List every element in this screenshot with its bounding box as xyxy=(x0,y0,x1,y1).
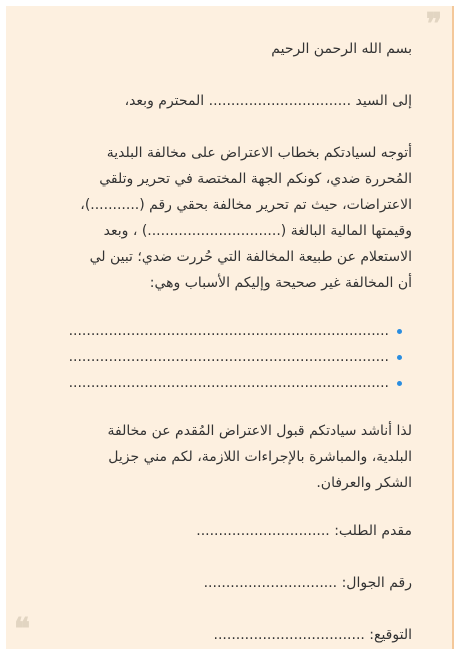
closing-line: البلدية، والمباشرة بالإجراءات اللازمة، لكم مني جزيل xyxy=(108,449,412,465)
bullet-icon xyxy=(397,381,402,386)
address-line: إلى السيد ................................ المحترم وبعد، xyxy=(124,93,412,109)
basmala: بسم الله الرحمن الرحيم xyxy=(271,41,412,57)
letter-body xyxy=(17,140,412,296)
reasons-list xyxy=(17,318,402,396)
reason-item: ........................................................................ xyxy=(17,318,402,344)
closing-line: لذا أناشد سيادتكم قبول الاعتراض المُقدم عن مخالفة xyxy=(107,423,412,439)
close-quote-icon: ❝ xyxy=(14,612,31,647)
body-line: الاعتراضات، حيث تم تحرير مخالفة بحقي رقم (...........)، xyxy=(80,197,412,213)
mobile-field: رقم الجوال: .............................. xyxy=(203,575,412,591)
applicant-field: مقدم الطلب: .............................. xyxy=(196,523,412,539)
reason-item: ........................................................................ xyxy=(17,370,402,396)
closing-line: الشكر والعرفان. xyxy=(316,475,412,491)
body-line: المُحررة ضدي، كونكم الجهة المختصة في تحرير وتلقي xyxy=(99,171,412,187)
body-line: أتوجه لسيادتكم بخطاب الاعتراض على مخالفة البلدية xyxy=(106,145,412,161)
body-line: أن المخالفة غير صحيحة وإليكم الأسباب وهي: xyxy=(149,275,412,291)
closing-paragraph xyxy=(17,418,412,496)
body-line: الاستعلام عن طبيعة المخالفة التي حُررت ضدي؛ تبين لي xyxy=(89,249,412,265)
reason-item: ........................................................................ xyxy=(17,344,402,370)
signature-field: التوقيع: .................................. xyxy=(213,627,412,643)
open-quote-icon: ❞ xyxy=(425,7,442,42)
body-line: وقيمتها المالية البالغة (..............................) ، وبعد xyxy=(103,223,412,239)
letter-content xyxy=(17,36,412,648)
bullet-icon xyxy=(397,355,402,360)
bullet-icon xyxy=(397,329,402,334)
letter-card xyxy=(6,6,454,649)
